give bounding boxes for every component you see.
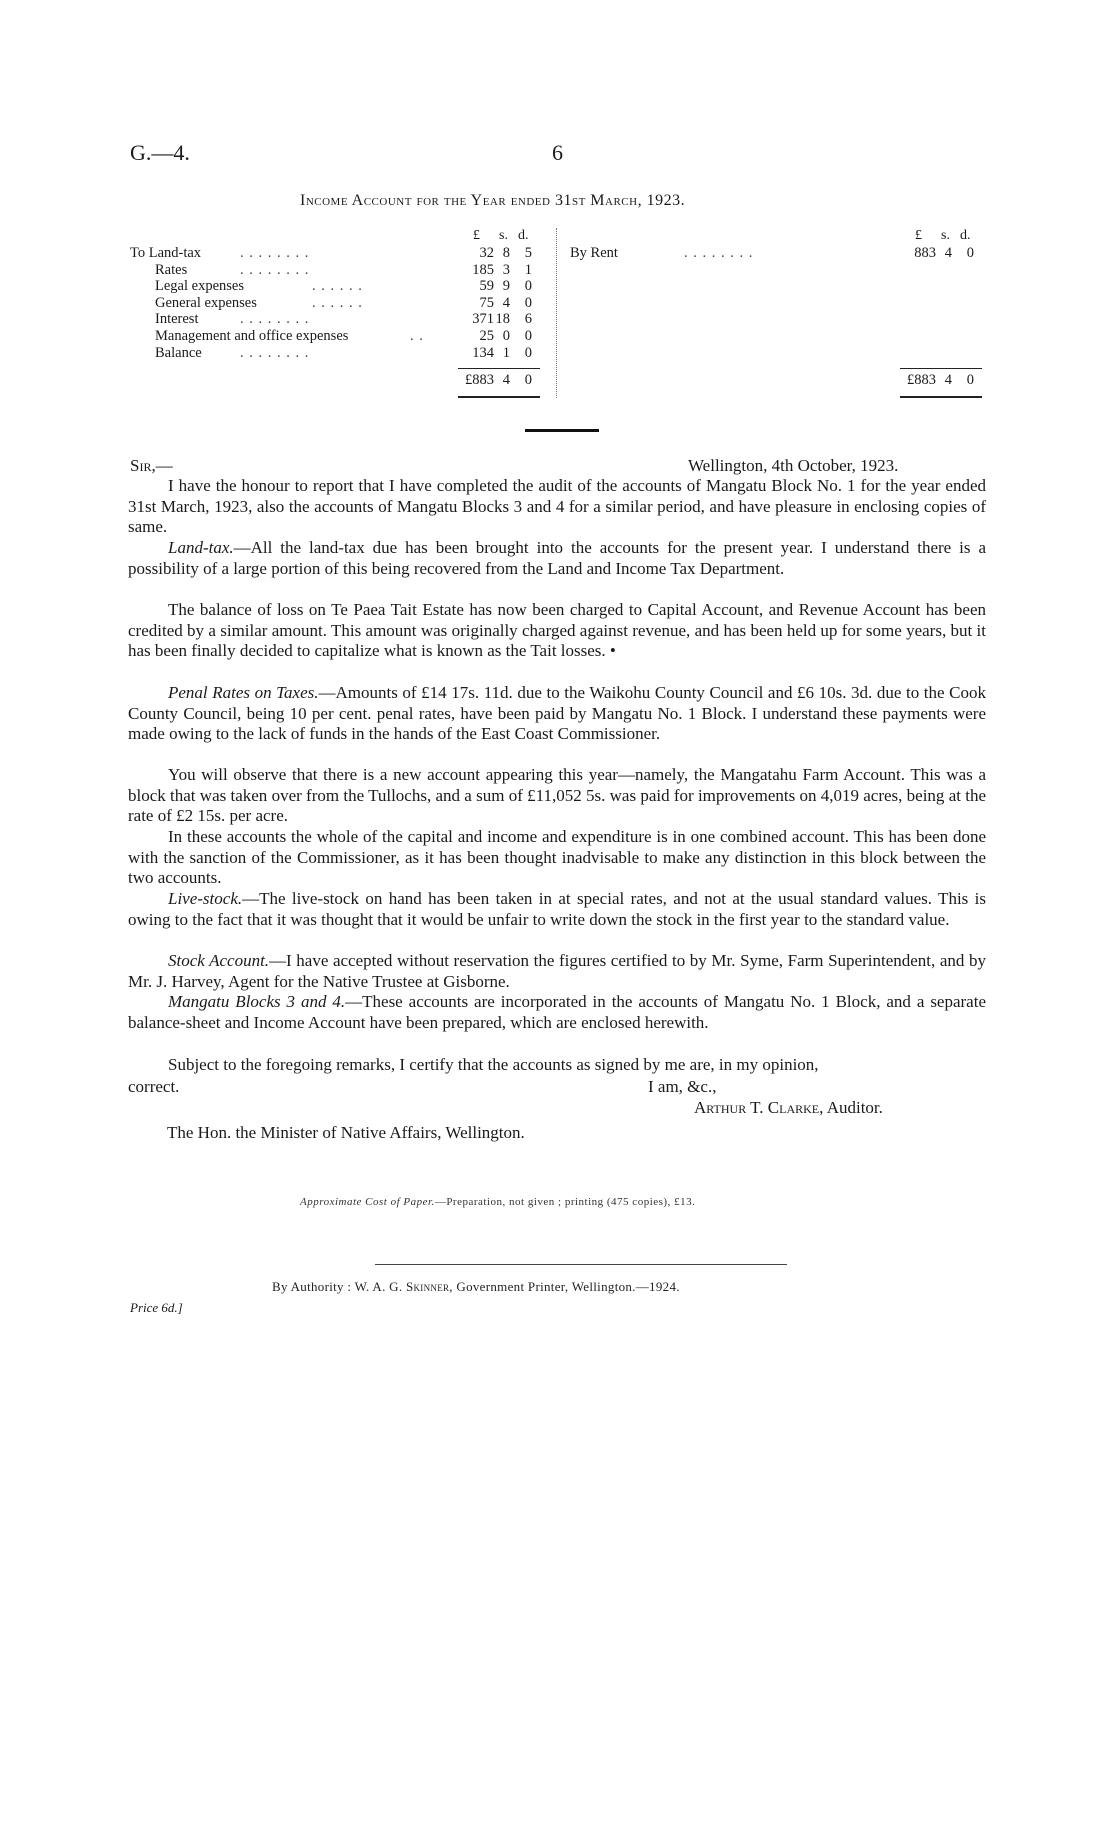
debit-row — [0, 295, 1114, 312]
leader-dots: . . . . . . . . — [240, 344, 310, 361]
debit-label: To Land-tax — [130, 245, 202, 261]
debit-pounds: 25 — [479, 328, 494, 344]
printer-imprint: By Authority : W. A. G. Skinner, Government Printer, Wellington.—1924. — [272, 1279, 680, 1294]
debit-pounds: 185 — [472, 261, 494, 278]
credit-pence: 0 — [966, 245, 974, 261]
debit-shillings: 3 — [502, 261, 510, 278]
account-title: Income Account for the Year ended 31st March, 1923. — [300, 192, 686, 209]
leader-dots: . . . . . . — [312, 294, 363, 311]
leader-dots: . . . . . . . . — [240, 261, 310, 278]
debit-label: Legal expenses — [155, 278, 244, 295]
signature — [694, 1098, 883, 1118]
debit-shillings: 0 — [502, 328, 510, 344]
document-code: G.—4. — [130, 140, 190, 165]
debit-total-rule — [458, 396, 540, 398]
credit-shillings-header: s. — [941, 228, 950, 243]
cost-label: Approximate Cost of Paper. — [300, 1196, 435, 1208]
credit-row — [0, 245, 1114, 262]
debit-pounds: 371 — [472, 311, 494, 328]
debit-pounds-header: £ — [473, 228, 480, 243]
debit-row — [0, 311, 1114, 328]
addressee: The Hon. the Minister of Native Affairs, Wellington. — [167, 1123, 525, 1142]
debit-row — [0, 278, 1114, 295]
debit-pence-header: d. — [518, 228, 529, 243]
credit-label: By Rent — [570, 245, 618, 261]
debit-pence: 0 — [524, 344, 532, 361]
footer-rule — [375, 1264, 787, 1265]
leader-dots: . . — [410, 328, 424, 344]
paragraph-certification: Subject to the foregoing remarks, I certify that the accounts as signed by me are, in my opinion, — [168, 1055, 819, 1074]
debit-label: Management and office expenses — [155, 328, 349, 344]
debit-shillings: 18 — [495, 311, 510, 328]
complimentary-close: I am, &c., — [648, 1077, 717, 1096]
debit-pounds: 134 — [472, 344, 494, 361]
paragraph-stock-account: Stock Account.—I have accepted without reservation the figures certified to by Mr. Syme, Farm Superintendent, and by Mr. J. Harvey, Agent for the Native Trustee at Gisborne. — [128, 951, 986, 991]
debit-pence: 5 — [524, 245, 532, 261]
credit-total-row — [0, 372, 1114, 389]
leader-dots: . . . . . . . . — [240, 311, 310, 328]
debit-label: Rates — [155, 261, 188, 278]
debit-subtotal-rule — [458, 368, 540, 369]
debit-shillings-header: s. — [499, 228, 508, 243]
debit-row — [0, 328, 1114, 345]
debit-shillings: 1 — [502, 344, 510, 361]
credit-pounds: 883 — [914, 245, 936, 261]
leader-dots: . . . . . . . . — [684, 245, 754, 261]
section-separator — [525, 429, 599, 432]
debit-pence: 1 — [524, 261, 532, 278]
debit-row — [0, 345, 1114, 362]
cost-of-paper-note — [300, 1196, 695, 1208]
income-account-ledger — [0, 0, 1114, 420]
paragraph-combined-account: In these accounts the whole of the capital and income and expenditure is in one combined account. This has been done with the sanction of the Commissioner, as it has been thought inadvisable to make any distinction in this block between the two accounts. — [128, 827, 986, 888]
debit-pence: 0 — [524, 278, 532, 295]
signature-name: Arthur T. Clarke — [694, 1098, 820, 1117]
debit-label: Interest — [155, 311, 199, 328]
credit-pounds-header: £ — [915, 228, 922, 243]
paragraph-mangatahu-farm: You will observe that there is a new account appearing this year—namely, the Mangatahu Farm Account. This was a block that was taken over from the Tullochs, and a sum of £11,052 5s. was paid for improvements on 4,019 acres, being at the rate of £2 15s. per acre. — [128, 765, 986, 826]
debit-label: Balance — [155, 344, 202, 361]
debit-total-shillings: 4 — [502, 372, 510, 388]
debit-total-pence: 0 — [524, 372, 532, 388]
paragraph-audit-report: I have the honour to report that I have completed the audit of the accounts of Mangatu Block No. 1 for the year ended 31st March, 1923, also the accounts of Mangatu Blocks 3 and 4 for a similar period, and have pleasure in enclosing copies of same. — [128, 476, 986, 537]
credit-pence-header: d. — [960, 228, 971, 243]
debit-row — [0, 262, 1114, 279]
credit-total-pounds: £883 — [907, 372, 936, 388]
credit-subtotal-rule — [900, 368, 982, 369]
paragraph-tait-estate: The balance of loss on Te Paea Tait Estate has now been charged to Capital Account, and Revenue Account has been credited by a similar amount. This amount was originally charged against revenue, and has been held up for some years, but it has been finally decided to capitalize what is known as the Tait losses. • — [128, 600, 986, 661]
closing-line — [128, 1077, 986, 1097]
leader-dots: . . . . . . — [312, 278, 363, 295]
credit-total-shillings: 4 — [944, 372, 952, 388]
debit-shillings: 9 — [502, 278, 510, 295]
debit-pence: 0 — [524, 294, 532, 311]
signature-title: , Auditor. — [819, 1098, 883, 1117]
debit-total-pounds: £883 — [465, 372, 494, 388]
cost-text: —Preparation, not given ; printing (475 copies), £13. — [434, 1196, 696, 1208]
paragraph-land-tax: Land-tax.—All the land-tax due has been brought into the accounts for the present year. I understand there is a possibility of a large portion of this being recovered from the Land and Income Tax Department. — [128, 538, 986, 578]
paragraph-mangatu-blocks: Mangatu Blocks 3 and 4.—These accounts are incorporated in the accounts of Mangatu No. 1 Block, and a separate balance-sheet and Income Account have been prepared, which are enclosed herewith. — [128, 992, 986, 1032]
debit-shillings: 4 — [502, 294, 510, 311]
salutation: Sir,— — [130, 456, 173, 475]
credit-total-pence: 0 — [966, 372, 974, 388]
closing-word: correct. — [128, 1077, 180, 1096]
debit-pounds: 59 — [479, 278, 494, 295]
leader-dots: . . . . . . . . — [240, 245, 310, 261]
credit-shillings: 4 — [944, 245, 952, 261]
paragraph-penal-rates: Penal Rates on Taxes.—Amounts of £14 17s. 11d. due to the Waikohu County Council and £6 10s. 3d. due to the Cook County Council, being 10 per cent. penal rates, have been paid by Mangatu No. 1 Block. I understand these payments were made owing to the lack of funds in the hands of the East Coast Commissioner. — [128, 683, 986, 744]
debit-shillings: 8 — [502, 245, 510, 261]
paragraph-live-stock: Live-stock.—The live-stock on hand has been taken in at special rates, and not at the usual standard values. This is owing to the fact that it was thought that it would be unfair to write down the stock in the first year to the standard value. — [128, 889, 986, 929]
debit-pounds: 32 — [479, 245, 494, 261]
dateline: Wellington, 4th October, 1923. — [688, 456, 899, 475]
page-number: 6 — [552, 140, 563, 165]
debit-pence: 6 — [524, 311, 532, 328]
credit-total-rule — [900, 396, 982, 398]
debit-pounds: 75 — [479, 294, 494, 311]
printer-name: Skinner — [405, 1279, 450, 1294]
debit-pence: 0 — [524, 328, 532, 344]
debit-label: General expenses — [155, 294, 257, 311]
price-note: Price 6d.] — [130, 1300, 183, 1315]
